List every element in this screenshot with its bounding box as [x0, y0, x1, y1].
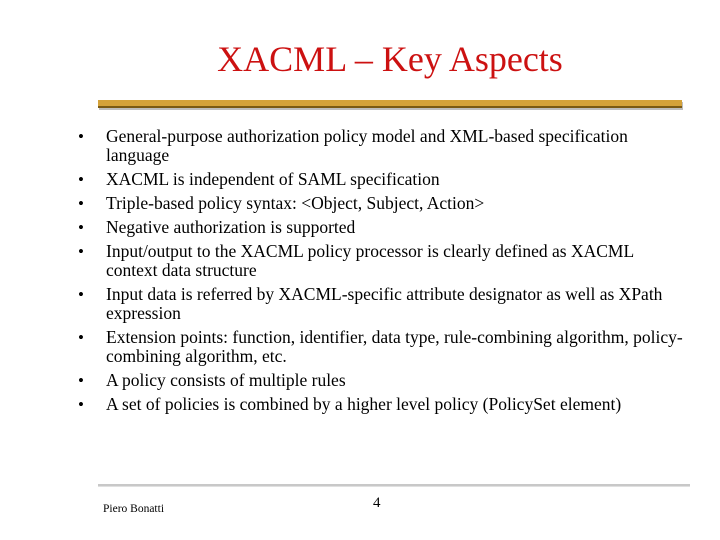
bullet-icon: •	[78, 127, 84, 146]
bullet-icon: •	[78, 328, 84, 347]
bullet-list	[76, 127, 686, 419]
bullet-text: Triple-based policy syntax: <Object, Subject, Action>	[106, 193, 485, 213]
bullet-item	[76, 328, 686, 366]
page-number: 4	[373, 495, 381, 511]
bullet-item	[76, 371, 686, 390]
bullet-icon: •	[78, 371, 84, 390]
bullet-icon: •	[78, 285, 84, 304]
bullet-text: General-purpose authorization policy model and XML-based specification language	[106, 126, 628, 165]
bullet-text: Extension points: function, identifier, data type, rule-combining algorithm, policy-combining algorithm, etc.	[106, 327, 683, 366]
footer-divider	[98, 484, 690, 487]
bullet-text: Input/output to the XACML policy processor is clearly defined as XACML context data structure	[106, 241, 634, 280]
bullet-icon: •	[78, 218, 84, 237]
bullet-icon: •	[78, 194, 84, 213]
bullet-text: A set of policies is combined by a higher level policy (PolicySet element)	[106, 394, 622, 414]
bullet-text: Negative authorization is supported	[106, 217, 356, 237]
footer-author: Piero Bonatti	[103, 503, 165, 515]
bullet-icon: •	[78, 395, 84, 414]
bullet-item	[76, 194, 686, 213]
bullet-item	[76, 218, 686, 237]
slide-title: XACML – Key Aspects	[217, 39, 563, 79]
bullet-item	[76, 170, 686, 189]
bullet-item	[76, 242, 686, 280]
bullet-icon: •	[78, 242, 84, 261]
bullet-item	[76, 285, 686, 323]
bullet-icon: •	[78, 170, 84, 189]
title-divider	[98, 100, 682, 108]
bullet-item	[76, 127, 686, 165]
bullet-text: Input data is referred by XACML-specific attribute designator as well as XPath expression	[106, 284, 663, 323]
bullet-text: XACML is independent of SAML specification	[106, 169, 440, 189]
bullet-item	[76, 395, 686, 414]
bullet-text: A policy consists of multiple rules	[106, 370, 346, 390]
